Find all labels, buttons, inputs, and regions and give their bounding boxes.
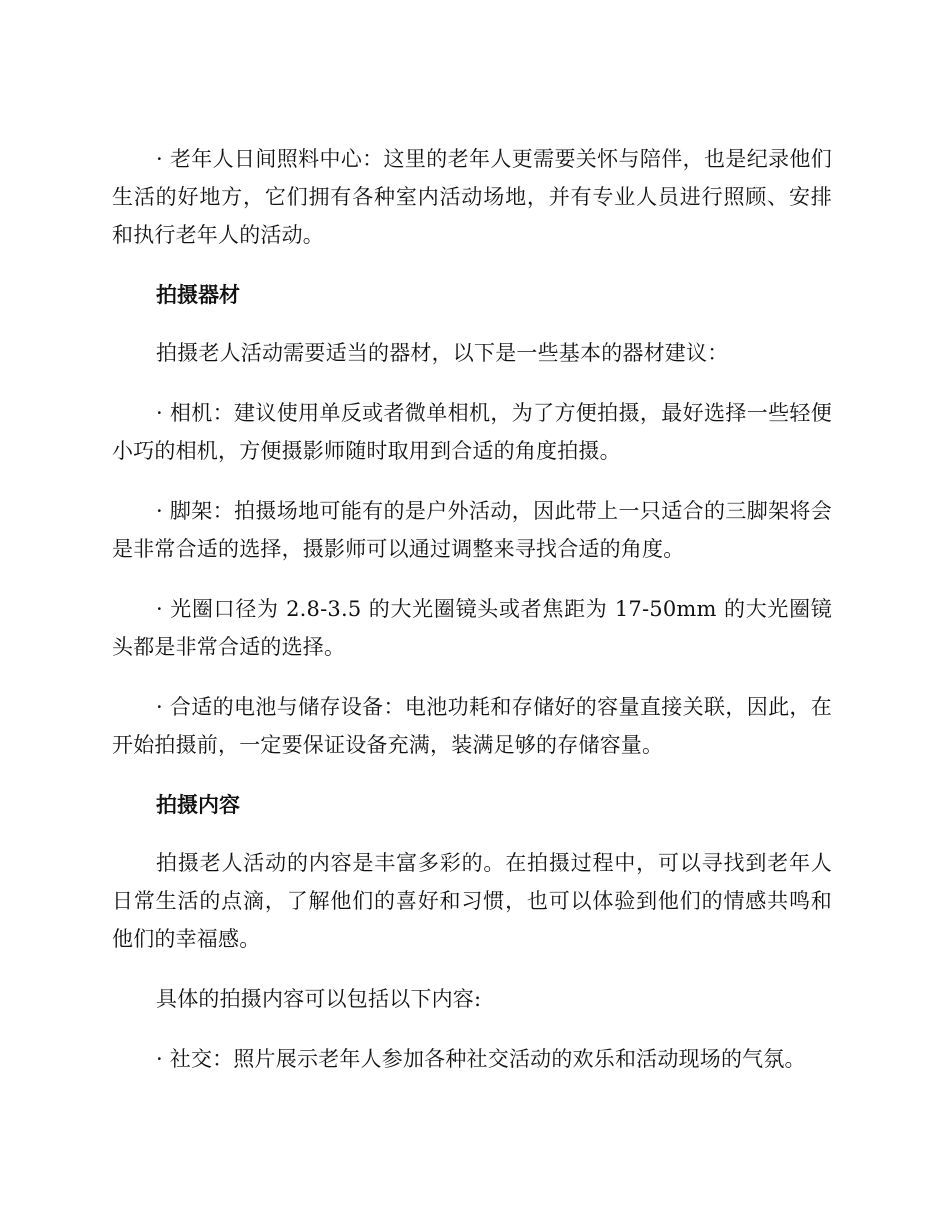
paragraph-content-intro: 拍摄老人活动的内容是丰富多彩的。在拍摄过程中，可以寻找到老年人日常生活的点滴，了解他们的喜好和习惯，也可以体验到他们的情感共鸣和他们的幸福感。 xyxy=(112,851,832,951)
document-body xyxy=(112,140,832,1100)
section-heading-equipment: 拍摄器材 xyxy=(156,282,240,307)
bullet-tripod: · 脚架：拍摄场地可能有的是户外活动，因此带上一只适合的三脚架将会是非常合适的选择，摄影师可以通过调整来寻找合适的角度。 xyxy=(112,499,832,561)
bullet-battery-storage: · 合适的电池与储存设备：电池功耗和存储好的容量直接关联，因此，在开始拍摄前，一定要保证设备充满，装满足够的存储容量。 xyxy=(112,695,832,757)
paragraph-equipment-intro: 拍摄老人活动需要适当的器材，以下是一些基本的器材建议： xyxy=(156,341,729,365)
bullet-social: · 社交：照片展示老年人参加各种社交活动的欢乐和活动现场的气氛。 xyxy=(156,1047,806,1071)
bullet-daycare-center: · 老年人日间照料中心：这里的老年人更需要关怀与陪伴，也是纪录他们生活的好地方，它们拥有各种室内活动场地，并有专业人员进行照顾、安排和执行老年人的活动。 xyxy=(112,147,832,247)
section-heading-content: 拍摄内容 xyxy=(156,792,240,817)
bullet-lens: · 光圈口径为 2.8-3.5 的大光圈镜头或者焦距为 17-50mm 的大光圈镜头都是非常合适的选择。 xyxy=(112,597,832,659)
paragraph-content-list-intro: 具体的拍摄内容可以包括以下内容: xyxy=(156,987,482,1011)
bullet-camera: · 相机：建议使用单反或者微单相机，为了方便拍摄，最好选择一些轻便小巧的相机，方便摄影师随时取用到合适的角度拍摄。 xyxy=(112,401,832,463)
